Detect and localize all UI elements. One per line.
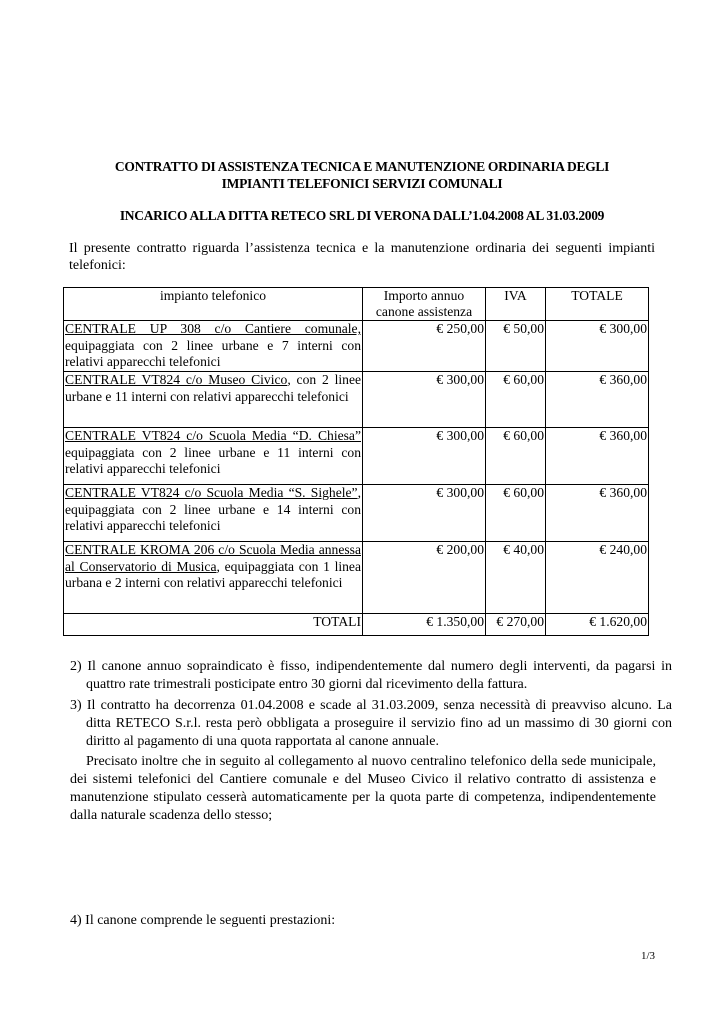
row-device-details: , equipaggiata con 2 linee urbane e 14 interni con relativi apparecchi telefonici (65, 485, 361, 533)
row-iva: € 60,00 (486, 485, 546, 542)
paragraph-2: 2) Il canone annuo sopraindicato è fisso, indipendentemente dal numero degli interventi, da pagarsi in quattro rate trimestrali posticipate entro 30 giorni dal ricevimento della fattura. (70, 659, 672, 692)
row-device-name: CENTRALE KROMA 206 c/o Scuola Media annessa al Conservatorio di Musica (65, 542, 361, 574)
row-device-name: CENTRALE VT824 c/o Scuola Media “D. Chiesa” (65, 428, 361, 443)
table-row (64, 321, 649, 372)
row-device-details: equipaggiata con 2 linee urbane e 7 interni con relativi apparecchi telefonici (65, 337, 361, 369)
row-device-details: , equipaggiata con 1 linea urbana e 2 interni con relativi apparecchi telefonici (65, 558, 361, 590)
row-iva: € 60,00 (486, 428, 546, 485)
paragraph-4: 4) Il canone comprende le seguenti prestazioni: (70, 913, 336, 928)
table-header-row (64, 288, 649, 321)
contract-subtitle: INCARICO ALLA DITTA RETECO SRL DI VERONA DALL’1.04.2008 AL 31.03.2009 (119, 208, 605, 223)
header-totale: TOTALE (546, 288, 649, 321)
table-row (64, 372, 649, 428)
totals-row (64, 614, 649, 636)
row-device-name: CENTRALE VT824 c/o Museo Civico (65, 372, 288, 387)
row-description (64, 485, 363, 542)
totals-importo: € 1.350,00 (363, 614, 486, 636)
row-importo: € 250,00 (363, 321, 486, 372)
contract-title (60, 158, 664, 192)
header-impianto: impianto telefonico (64, 288, 363, 321)
row-totale: € 300,00 (546, 321, 649, 372)
row-description (64, 321, 363, 372)
totals-totale: € 1.620,00 (546, 614, 649, 636)
row-importo: € 300,00 (363, 372, 486, 428)
header-importo (363, 288, 486, 321)
header-importo-line2: canone assistenza (375, 304, 473, 319)
contract-title-line2: IMPIANTI TELEFONICI SERVIZI COMUNALI (221, 176, 503, 191)
row-totale: € 360,00 (546, 428, 649, 485)
row-device-details: , con 2 linee urbane e 11 interni con relativi apparecchi telefonici (65, 372, 362, 404)
table-row (64, 542, 649, 614)
contract-title-line1: CONTRATTO DI ASSISTENZA TECNICA E MANUTENZIONE ORDINARIA DEGLI (114, 159, 610, 174)
table-row (64, 428, 649, 485)
row-device-name: CENTRALE UP 308 c/o Cantiere comunale, (65, 321, 361, 336)
row-description (64, 428, 363, 485)
row-description (64, 372, 363, 428)
page-number: 1/3 (640, 950, 655, 962)
row-totale: € 240,00 (546, 542, 649, 614)
row-device-details: equipaggiata con 2 linee urbane e 11 interni con relativi apparecchi telefonici (65, 444, 361, 476)
paragraph-3: 3) Il contratto ha decorrenza 01.04.2008 e scade al 31.03.2009, senza necessità di preavviso alcuno. La ditta RETECO S.r.l. resta però obbligata a proseguire il servizio fino ad un massimo di 30 giorni con diritto al pagamento di una quota rapportata al canone annuale. (70, 698, 672, 749)
row-iva: € 60,00 (486, 372, 546, 428)
row-totale: € 360,00 (546, 485, 649, 542)
cost-table (63, 287, 649, 636)
table-row (64, 485, 649, 542)
totals-iva: € 270,00 (486, 614, 546, 636)
row-importo: € 300,00 (363, 428, 486, 485)
paragraph-note: Precisato inoltre che in seguito al collegamento al nuovo centralino telefonico della sede municipale, dei sistemi telefonici del Cantiere comunale e del Museo Civico il relativo contratto di assistenza e manutenzione stipulato cesserà automaticamente per la quota parte di competenza, indipendentemente dalla naturale scadenza dello stesso; (70, 754, 656, 823)
header-iva: IVA (486, 288, 546, 321)
row-iva: € 50,00 (486, 321, 546, 372)
header-importo-line1: Importo annuo (383, 288, 465, 303)
row-importo: € 300,00 (363, 485, 486, 542)
row-iva: € 40,00 (486, 542, 546, 614)
totals-label: TOTALI (64, 614, 363, 636)
row-totale: € 360,00 (546, 372, 649, 428)
row-device-name: CENTRALE VT824 c/o Scuola Media “S. Sighele” (65, 485, 358, 500)
row-importo: € 200,00 (363, 542, 486, 614)
intro-paragraph: Il presente contratto riguarda l’assistenza tecnica e la manutenzione ordinaria dei seguenti impianti telefonici: (69, 241, 655, 273)
row-description (64, 542, 363, 614)
